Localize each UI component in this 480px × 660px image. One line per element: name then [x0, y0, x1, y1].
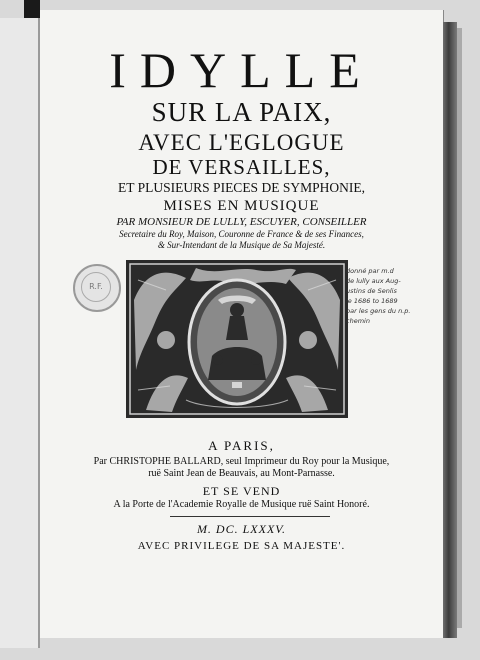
- note-line: le 1686 to 1689: [346, 297, 398, 305]
- title-idylle: IDYLLE: [109, 42, 374, 98]
- title-sur-la-paix: SUR LA PAIX,: [151, 97, 332, 127]
- title-musique: MISES EN MUSIQUE: [163, 198, 320, 214]
- imprint-year: M. DC. LXXXV.: [196, 522, 287, 536]
- divider-rule: [170, 516, 330, 517]
- imprint-privilege: AVEC PRIVILEGE DE SA MAJESTE'.: [137, 540, 346, 552]
- library-stamp: [73, 264, 121, 312]
- imprint-address: ruë Saint Jean de Beauvais, au Mont-Parnasse.: [148, 468, 335, 479]
- binding-clip: [24, 0, 40, 18]
- imprint-printer: Par CHRISTOPHE BALLARD, seul Imprimeur du Roy pour la Musique,: [93, 456, 390, 467]
- note-line: ustins de Senlis: [346, 287, 397, 295]
- page-edge: [443, 22, 457, 638]
- imprint-location: A la Porte de l'Academie Royalle de Musique ruë Saint Honoré.: [113, 499, 370, 510]
- engraving-vignette: [126, 260, 348, 418]
- page-edge-light: [457, 28, 462, 628]
- note-line: donné par m.d: [346, 267, 394, 275]
- imprint-sold: ET SE VEND: [202, 484, 281, 498]
- note-line: de lully aux Aug-: [346, 277, 401, 285]
- stamp-text: R.F.: [81, 272, 111, 302]
- title-eglogue: AVEC L'EGLOGUE: [138, 130, 345, 155]
- facing-page: [0, 18, 40, 648]
- imprint-city: A PARIS,: [208, 438, 275, 453]
- title-symphonie: ET PLUSIEURS PIECES DE SYMPHONIE,: [118, 180, 365, 195]
- author-line-2: Secretaire du Roy, Maison, Couronne de France & de ses Finances,: [119, 229, 364, 239]
- handwritten-note: [346, 266, 442, 326]
- author-line-3: & Sur-Intendant de la Musique de Sa Majesté.: [157, 240, 326, 250]
- author-line-1: PAR MONSIEUR DE LULLY, ESCUYER, CONSEILLER: [116, 216, 367, 228]
- title-versailles: DE VERSAILLES,: [152, 155, 331, 179]
- note-line: par les gens du n.p.: [346, 307, 411, 315]
- note-line: chemin: [346, 317, 370, 325]
